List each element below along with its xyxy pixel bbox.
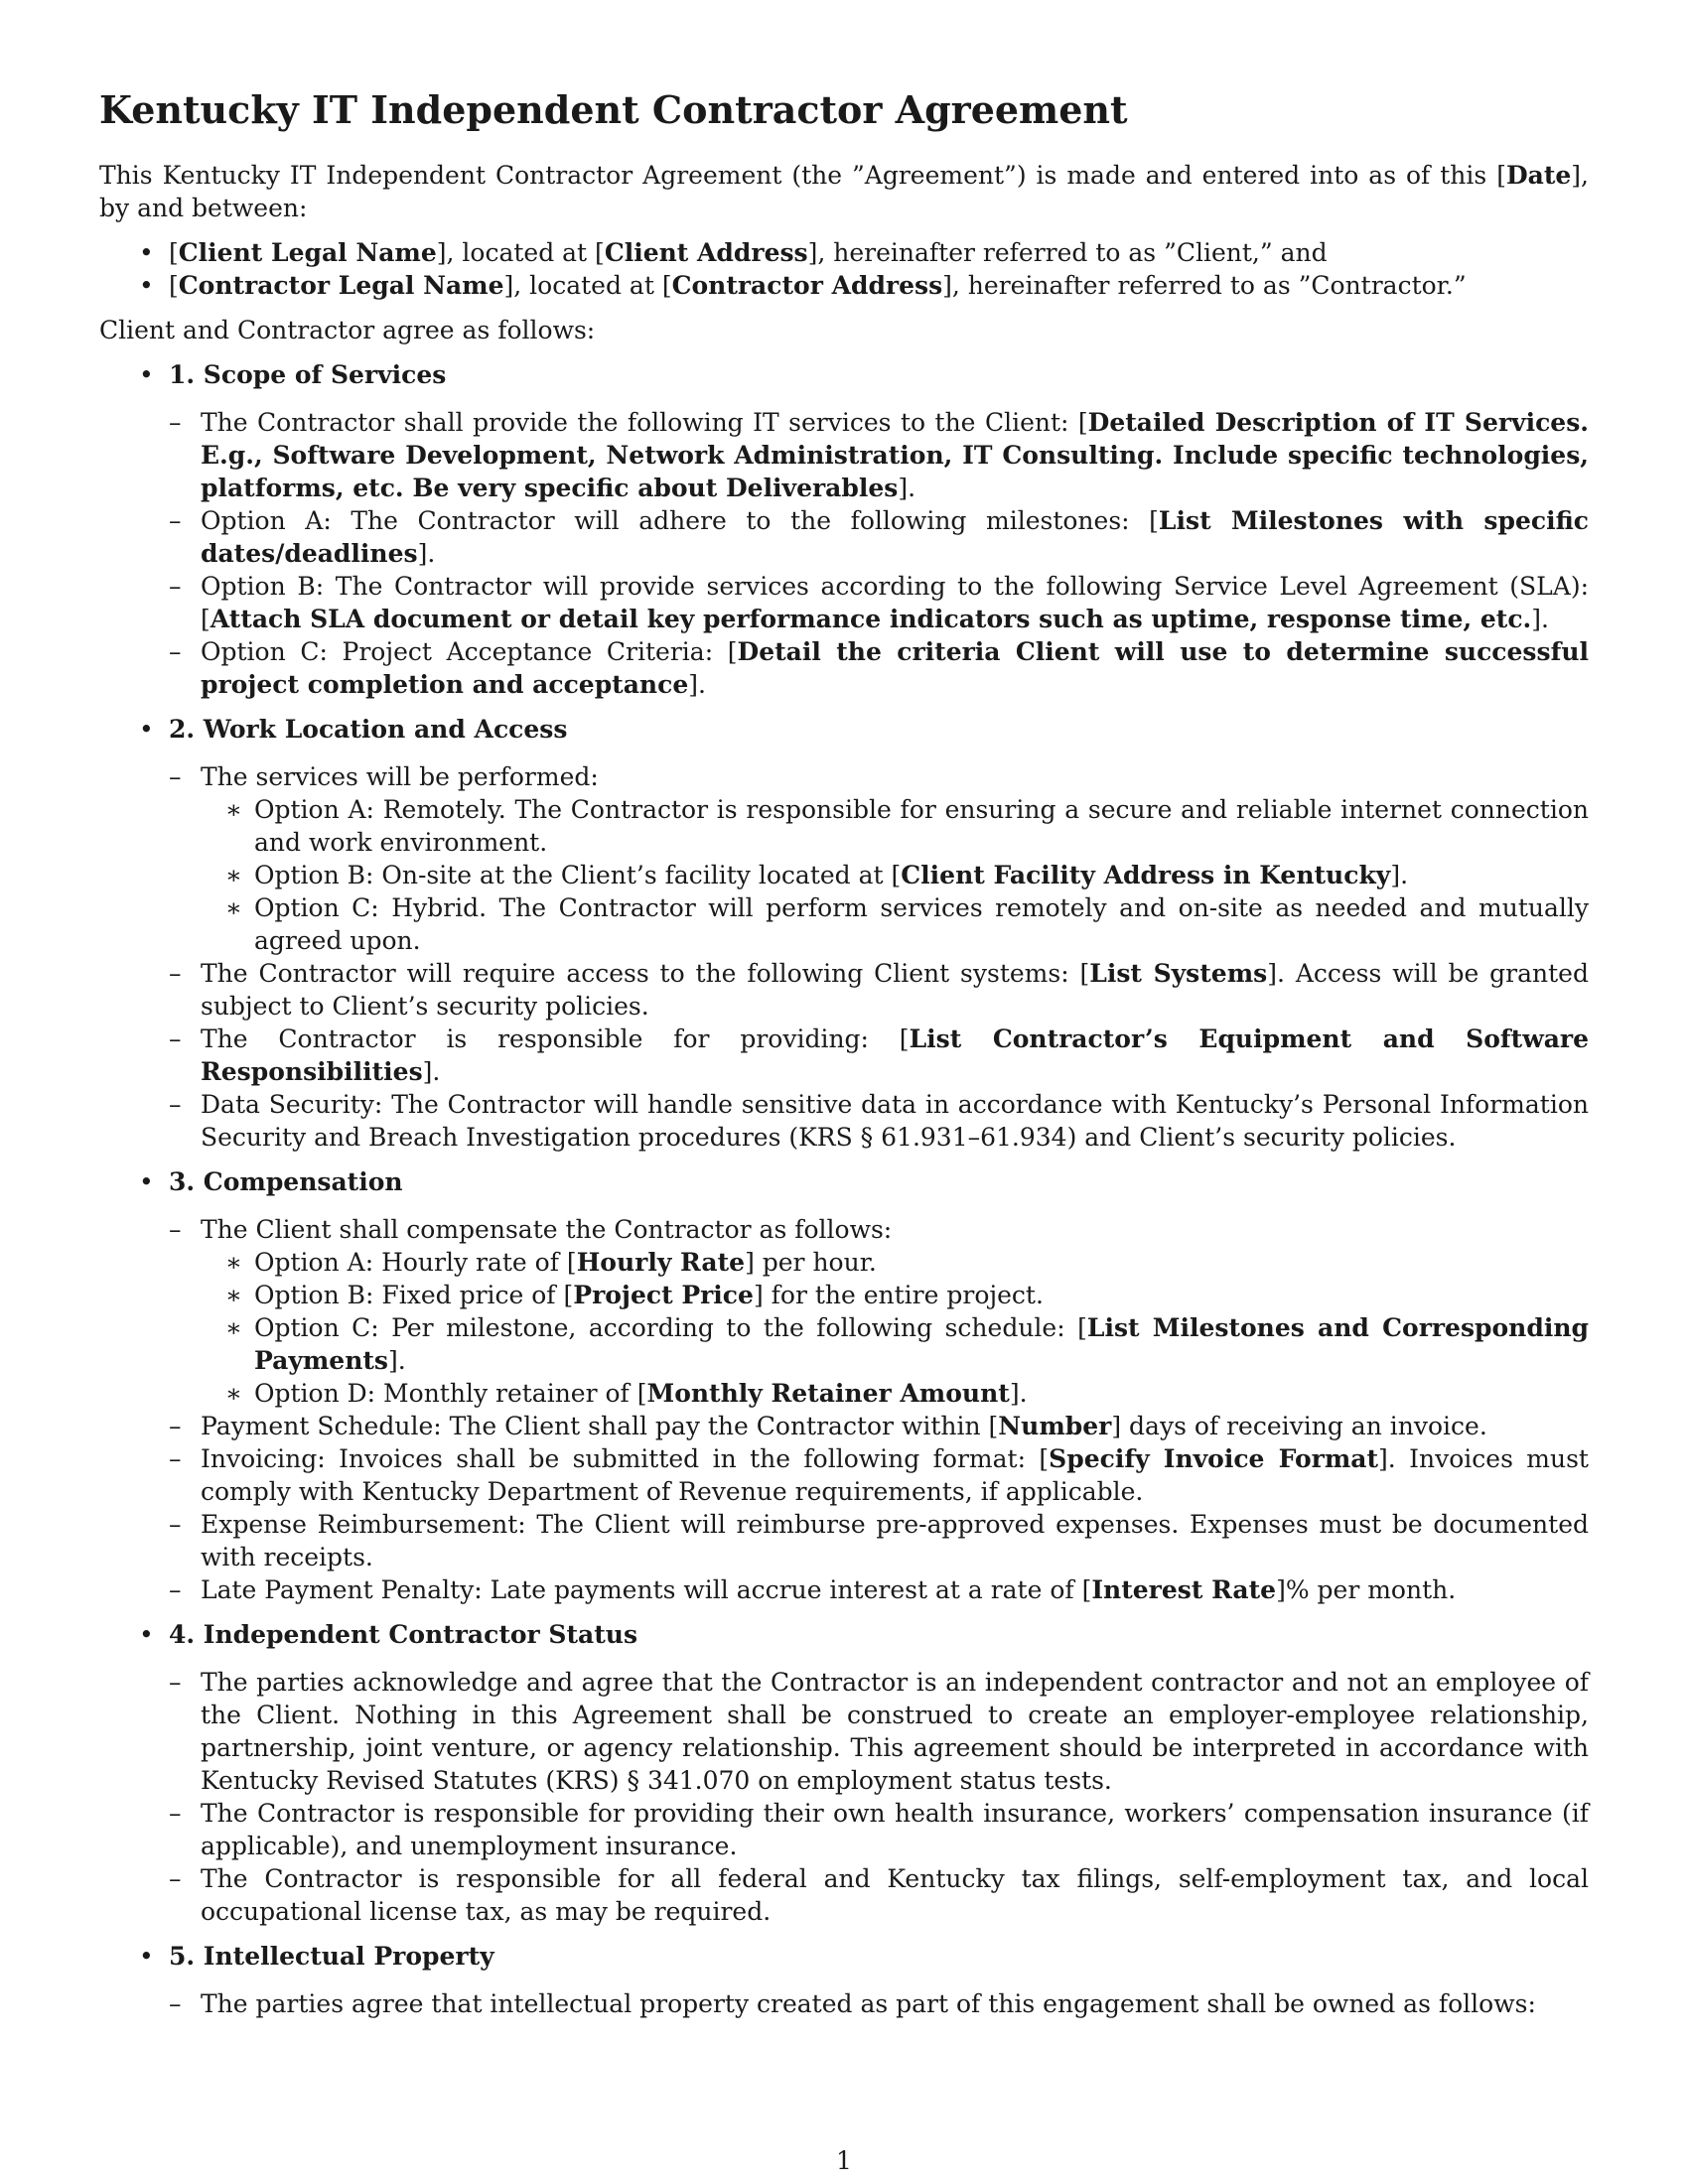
- item-text: Option B: The Contractor will provide services according to the following Service Level Agreement (SLA): [: [201, 572, 1589, 633]
- sub-list-item: [201, 859, 1589, 891]
- item-text: Option D: Monthly retainer of [: [254, 1379, 647, 1408]
- sub-list-item: [201, 891, 1589, 957]
- item-text: The Contractor will require access to the following Client systems: [: [201, 959, 1090, 988]
- intro-text-before: This Kentucky IT Independent Contractor Agreement (the ”Agreement”) is made and entered into as of this [: [99, 161, 1506, 190]
- party-text: ], located at [: [436, 238, 605, 267]
- section-heading: • 2. Work Location and Access: [169, 715, 568, 744]
- contractor-address-placeholder: Contractor Address: [671, 271, 943, 300]
- item-text: Invoicing: Invoices shall be submitted in the following format: [: [201, 1444, 1050, 1473]
- section-4-independent-contractor-status: [99, 1618, 1589, 1928]
- item-text: Option A: Remotely. The Contractor is responsible for ensuring a secure and reliable internet connection and work environment.: [254, 795, 1589, 857]
- list-item: [169, 406, 1589, 504]
- sections-list: [99, 358, 1589, 2020]
- section-items: [169, 760, 1589, 1154]
- section-items: [169, 1213, 1589, 1606]
- section-items: [169, 1666, 1589, 1928]
- item-text: Option C: Per milestone, according to the following schedule: [: [254, 1313, 1087, 1342]
- item-text: Data Security: The Contractor will handle sensitive data in accordance with Kentucky’s Personal Information Security and Breach Investigation procedures (KRS § 61.931–61.934) and Client’s security policies.: [201, 1090, 1589, 1152]
- sub-items: [201, 793, 1589, 957]
- list-item: [169, 1442, 1589, 1508]
- list-item: [169, 1666, 1589, 1797]
- section-heading: • 3. Compensation: [169, 1167, 403, 1196]
- party-text: ], hereinafter referred to as ”Client,” and: [807, 238, 1328, 267]
- list-item: [169, 1987, 1589, 2020]
- item-text: The Client shall compensate the Contractor as follows:: [201, 1215, 893, 1244]
- sub-list-item: [201, 793, 1589, 859]
- list-item: [169, 1088, 1589, 1154]
- placeholder-field: List Systems: [1089, 959, 1268, 988]
- item-text-tail: ].: [422, 1057, 441, 1086]
- section-1-scope-of-services: [99, 358, 1589, 701]
- item-text: The Contractor is responsible for providing their own health insurance, workers’ compensation insurance (if applicable), and unemployment insurance.: [201, 1799, 1589, 1860]
- sub-list-item: [201, 1311, 1589, 1377]
- item-text-tail: ] for the entire project.: [753, 1281, 1044, 1309]
- item-text: The services will be performed:: [201, 762, 599, 791]
- placeholder-field: List Milestones with specific dates/deadlines: [201, 506, 1589, 568]
- list-item: [169, 760, 1589, 957]
- client-legal-name-placeholder: Client Legal Name: [178, 238, 437, 267]
- document-title: Kentucky IT Independent Contractor Agreement: [99, 87, 1128, 132]
- lead-sentence: Client and Contractor agree as follows:: [99, 316, 596, 344]
- item-text-tail: ].: [1009, 1379, 1028, 1408]
- party-text: ], hereinafter referred to as ”Contractor.”: [942, 271, 1467, 300]
- sub-list-item: [201, 1279, 1589, 1311]
- party-text: ], located at [: [503, 271, 672, 300]
- party-client: [99, 236, 1589, 269]
- parties-list: [99, 236, 1589, 302]
- intro-paragraph: [99, 159, 1589, 224]
- placeholder-field: Attach SLA document or detail key performance indicators such as uptime, response time, etc.: [210, 605, 1532, 633]
- item-text: The Contractor is responsible for providing: [: [201, 1024, 910, 1053]
- placeholder-field: Specify Invoice Format: [1049, 1444, 1379, 1473]
- date-placeholder: Date: [1505, 161, 1572, 190]
- document-page: [99, 87, 1589, 2032]
- item-text-tail: ] days of receiving an invoice.: [1111, 1412, 1487, 1440]
- section-items: [169, 406, 1589, 701]
- list-item: [169, 1797, 1589, 1862]
- client-address-placeholder: Client Address: [604, 238, 808, 267]
- party-text: [: [169, 271, 179, 300]
- item-text-tail: ] per hour.: [745, 1248, 877, 1277]
- item-text: Option A: The Contractor will adhere to the following milestones: [: [201, 506, 1159, 535]
- placeholder-field: Client Facility Address in Kentucky: [901, 861, 1391, 889]
- item-text: Option B: On-site at the Client’s facility located at [: [254, 861, 902, 889]
- item-text-tail: ]. Access will be granted subject to Client’s security policies.: [201, 959, 1589, 1021]
- placeholder-field: List Contractor’s Equipment and Software Responsibilities: [201, 1024, 1589, 1086]
- placeholder-field: Detail the criteria Client will use to determine successful project completion and acceptance: [201, 637, 1589, 699]
- section-heading: • 5. Intellectual Property: [169, 1942, 494, 1971]
- item-text-tail: ]. Invoices must comply with Kentucky Department of Revenue requirements, if applicable.: [201, 1444, 1589, 1506]
- item-text-tail: ].: [898, 474, 916, 502]
- list-item: [169, 570, 1589, 635]
- item-text: The parties acknowledge and agree that the Contractor is an independent contractor and not an employee of the Client. Nothing in this Agreement shall be construed to create an employer-employee relationship, partnership, joint venture, or agency relationship. This agreement should be interpreted in accordance with Kentucky Revised Statutes (KRS) § 341.070 on employment status tests.: [201, 1668, 1589, 1795]
- item-text: Expense Reimbursement: The Client will reimburse pre-approved expenses. Expenses must be documented with receipts.: [201, 1510, 1589, 1571]
- section-2-work-location-and-access: [99, 713, 1589, 1154]
- item-text: Option C: Hybrid. The Contractor will perform services remotely and on-site as needed and mutually agreed upon.: [254, 893, 1589, 955]
- item-text-tail: ]% per month.: [1276, 1575, 1457, 1604]
- placeholder-field: Monthly Retainer Amount: [646, 1379, 1010, 1408]
- list-item: [169, 1508, 1589, 1573]
- sub-list-item: [201, 1377, 1589, 1410]
- section-3-compensation: [99, 1165, 1589, 1606]
- item-text: Option C: Project Acceptance Criteria: [: [201, 637, 738, 666]
- item-text-tail: ].: [388, 1346, 406, 1375]
- section-heading: • 1. Scope of Services: [169, 360, 447, 389]
- sub-items: [201, 1246, 1589, 1410]
- party-contractor: [99, 269, 1589, 302]
- item-text: Option B: Fixed price of [: [254, 1281, 574, 1309]
- contractor-legal-name-placeholder: Contractor Legal Name: [178, 271, 504, 300]
- list-item: [169, 504, 1589, 570]
- item-text: Option A: Hourly rate of [: [254, 1248, 577, 1277]
- item-text-tail: ].: [688, 670, 706, 699]
- placeholder-field: Number: [998, 1412, 1112, 1440]
- placeholder-field: Interest Rate: [1091, 1575, 1277, 1604]
- intro-text-after: ], by and between:: [99, 161, 1589, 222]
- placeholder-field: List Milestones and Corresponding Payments: [254, 1313, 1589, 1375]
- item-text: The Contractor is responsible for all federal and Kentucky tax filings, self-employment tax, and local occupational license tax, as may be required.: [201, 1864, 1589, 1926]
- section-heading: • 4. Independent Contractor Status: [169, 1620, 638, 1649]
- list-item: [169, 1213, 1589, 1410]
- item-text: The parties agree that intellectual property created as part of this engagement shall be owned as follows:: [201, 1989, 1536, 2018]
- sub-list-item: [201, 1246, 1589, 1279]
- list-item: [169, 1862, 1589, 1928]
- item-text: Payment Schedule: The Client shall pay the Contractor within [: [201, 1412, 999, 1440]
- item-text: Late Payment Penalty: Late payments will accrue interest at a rate of [: [201, 1575, 1092, 1604]
- item-text-tail: ].: [417, 539, 436, 568]
- item-text: The Contractor shall provide the following IT services to the Client: [: [201, 408, 1088, 437]
- placeholder-field: Detailed Description of IT Services. E.g., Software Development, Network Administration, IT Consulting. Include specific technologies, platforms, etc. Be very specific about Deliverables: [201, 408, 1589, 502]
- party-text: [: [169, 238, 179, 267]
- item-text-tail: ].: [1531, 605, 1549, 633]
- placeholder-field: Hourly Rate: [576, 1248, 746, 1277]
- list-item: [169, 635, 1589, 701]
- list-item: [169, 1410, 1589, 1442]
- section-5-intellectual-property: [99, 1940, 1589, 2020]
- list-item: [169, 1573, 1589, 1606]
- list-item: [169, 1023, 1589, 1088]
- item-text-tail: ].: [1390, 861, 1409, 889]
- list-item: [169, 957, 1589, 1023]
- section-items: [169, 1987, 1589, 2020]
- placeholder-field: Project Price: [573, 1281, 754, 1309]
- page-number: 1: [836, 2146, 852, 2175]
